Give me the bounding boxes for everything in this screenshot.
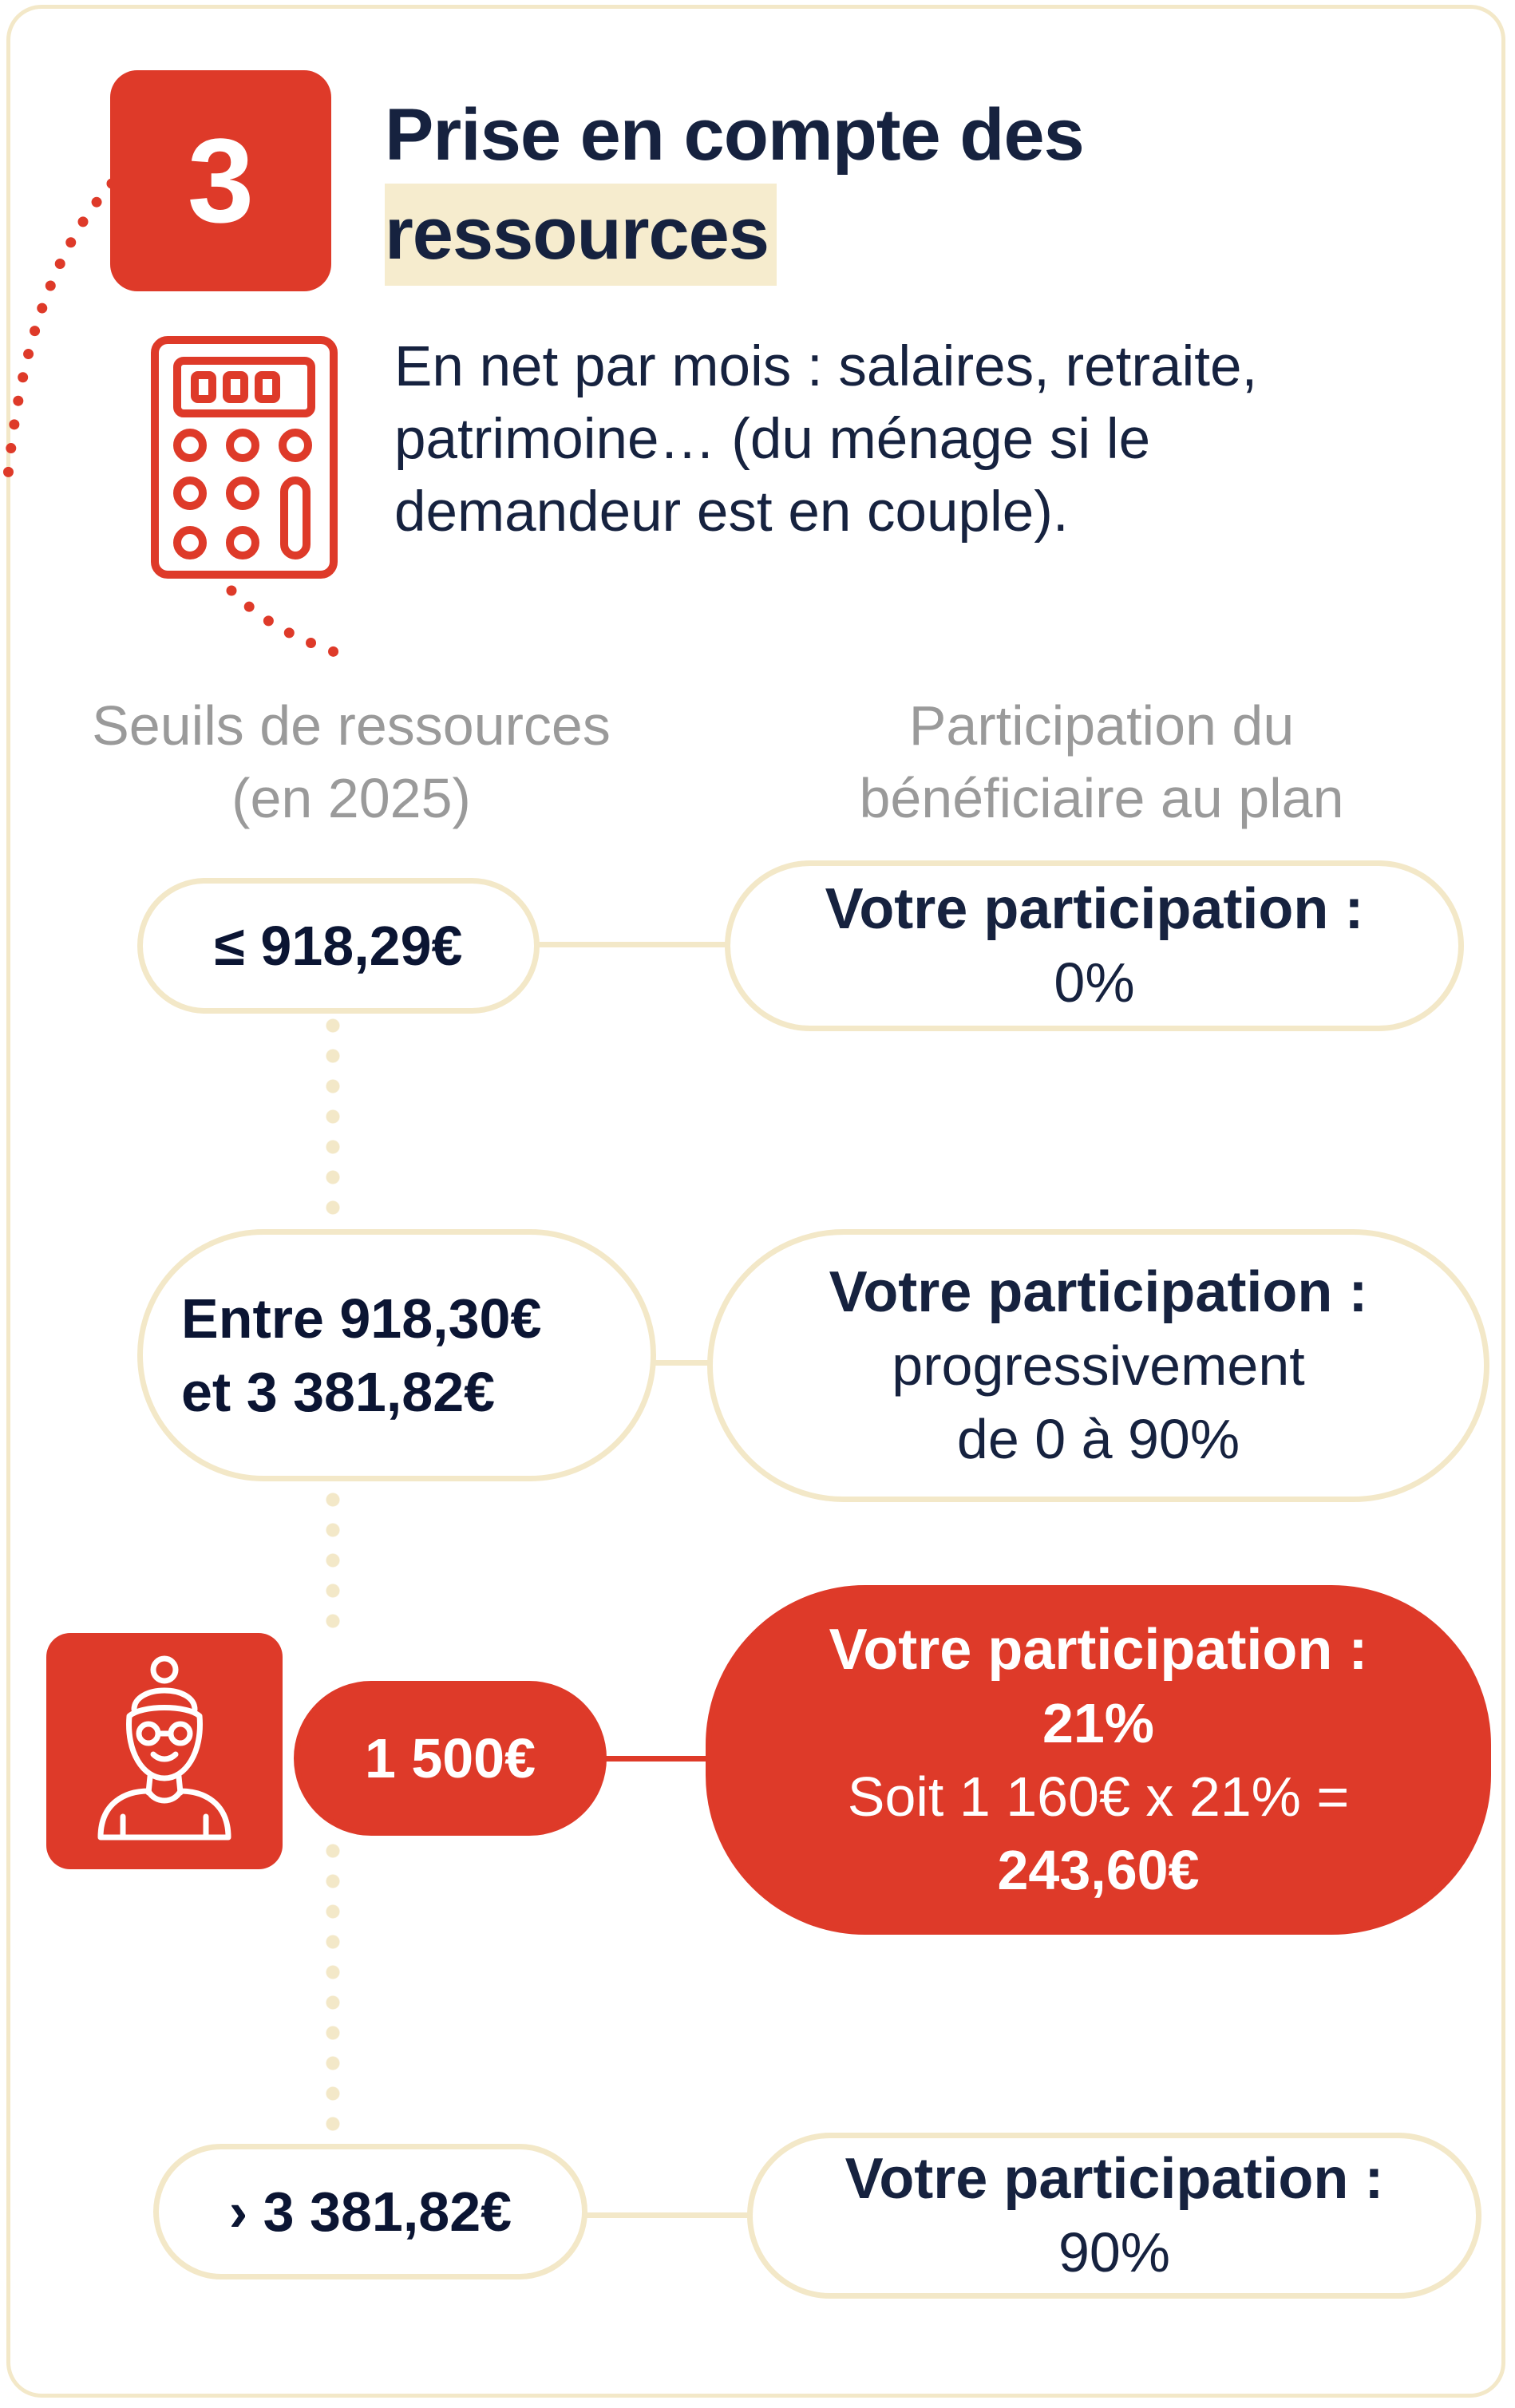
timeline-dots-1 bbox=[326, 1010, 340, 1242]
row-4-participation-label: Votre participation : bbox=[845, 2147, 1384, 2211]
row-1-participation-label: Votre participation : bbox=[825, 877, 1364, 941]
elderly-person-badge bbox=[46, 1633, 283, 1869]
row-4-threshold-value: › 3 381,82€ bbox=[228, 2181, 512, 2243]
description-line-3: demandeur est en couple). bbox=[394, 480, 1069, 544]
description-line-1: En net par mois : salaires, retraite, bbox=[394, 335, 1258, 398]
row-3-connector bbox=[600, 1756, 720, 1762]
timeline-dots-2 bbox=[326, 1485, 340, 1644]
description-line-2: patrimoine… (du ménage si le bbox=[394, 408, 1151, 471]
title-line-2-highlighted: ressources bbox=[385, 184, 777, 286]
column-header-thresholds-line-2: (en 2025) bbox=[231, 767, 471, 829]
row-2-threshold bbox=[137, 1229, 656, 1481]
row-4-threshold bbox=[153, 2144, 587, 2279]
row-3-threshold bbox=[294, 1681, 607, 1836]
row-3-result: 243,60€ bbox=[997, 1839, 1200, 1901]
title-line-1: Prise en compte des bbox=[385, 94, 1084, 176]
row-2-threshold-line-1: Entre 918,30€ bbox=[181, 1287, 542, 1350]
row-4-connector bbox=[583, 2212, 754, 2218]
timeline-dots-3 bbox=[326, 1836, 340, 2147]
column-header-thresholds-line-1: Seuils de ressources bbox=[92, 694, 611, 757]
row-3-calculation: Soit 1 160€ x 21% = bbox=[847, 1765, 1350, 1828]
row-2-participation-value-line-1: progressivement bbox=[892, 1334, 1305, 1397]
row-2-participation-label: Votre participation : bbox=[829, 1260, 1368, 1324]
row-1-threshold bbox=[137, 878, 540, 1014]
row-2-threshold-line-2: et 3 381,82€ bbox=[181, 1361, 496, 1423]
resources-description bbox=[394, 330, 1464, 548]
row-1-participation bbox=[725, 860, 1464, 1031]
row-1-connector bbox=[536, 942, 728, 947]
row-3-participation-rate: 21% bbox=[1042, 1692, 1155, 1754]
row-1-threshold-value: ≤ 918,29€ bbox=[214, 915, 463, 977]
row-4-participation bbox=[747, 2133, 1481, 2299]
column-header-thresholds bbox=[32, 690, 670, 835]
column-header-participation-line-2: bénéficiaire au plan bbox=[859, 767, 1344, 829]
row-3-participation bbox=[706, 1585, 1491, 1935]
row-3-participation-label: Votre participation : bbox=[829, 1618, 1368, 1682]
column-header-participation-line-1: Participation du bbox=[908, 694, 1295, 757]
row-4-participation-value: 90% bbox=[1058, 2221, 1171, 2283]
step-number-badge: 3 bbox=[110, 70, 331, 291]
row-1-participation-value: 0% bbox=[1054, 951, 1135, 1014]
calculator-icon bbox=[148, 334, 340, 581]
row-2-participation-value-line-2: de 0 à 90% bbox=[956, 1408, 1240, 1470]
row-2-participation bbox=[707, 1229, 1489, 1502]
row-3-threshold-value: 1 500€ bbox=[364, 1727, 536, 1789]
elderly-woman-icon bbox=[46, 1633, 283, 1869]
column-header-participation bbox=[750, 690, 1453, 835]
page-title bbox=[385, 86, 1084, 286]
